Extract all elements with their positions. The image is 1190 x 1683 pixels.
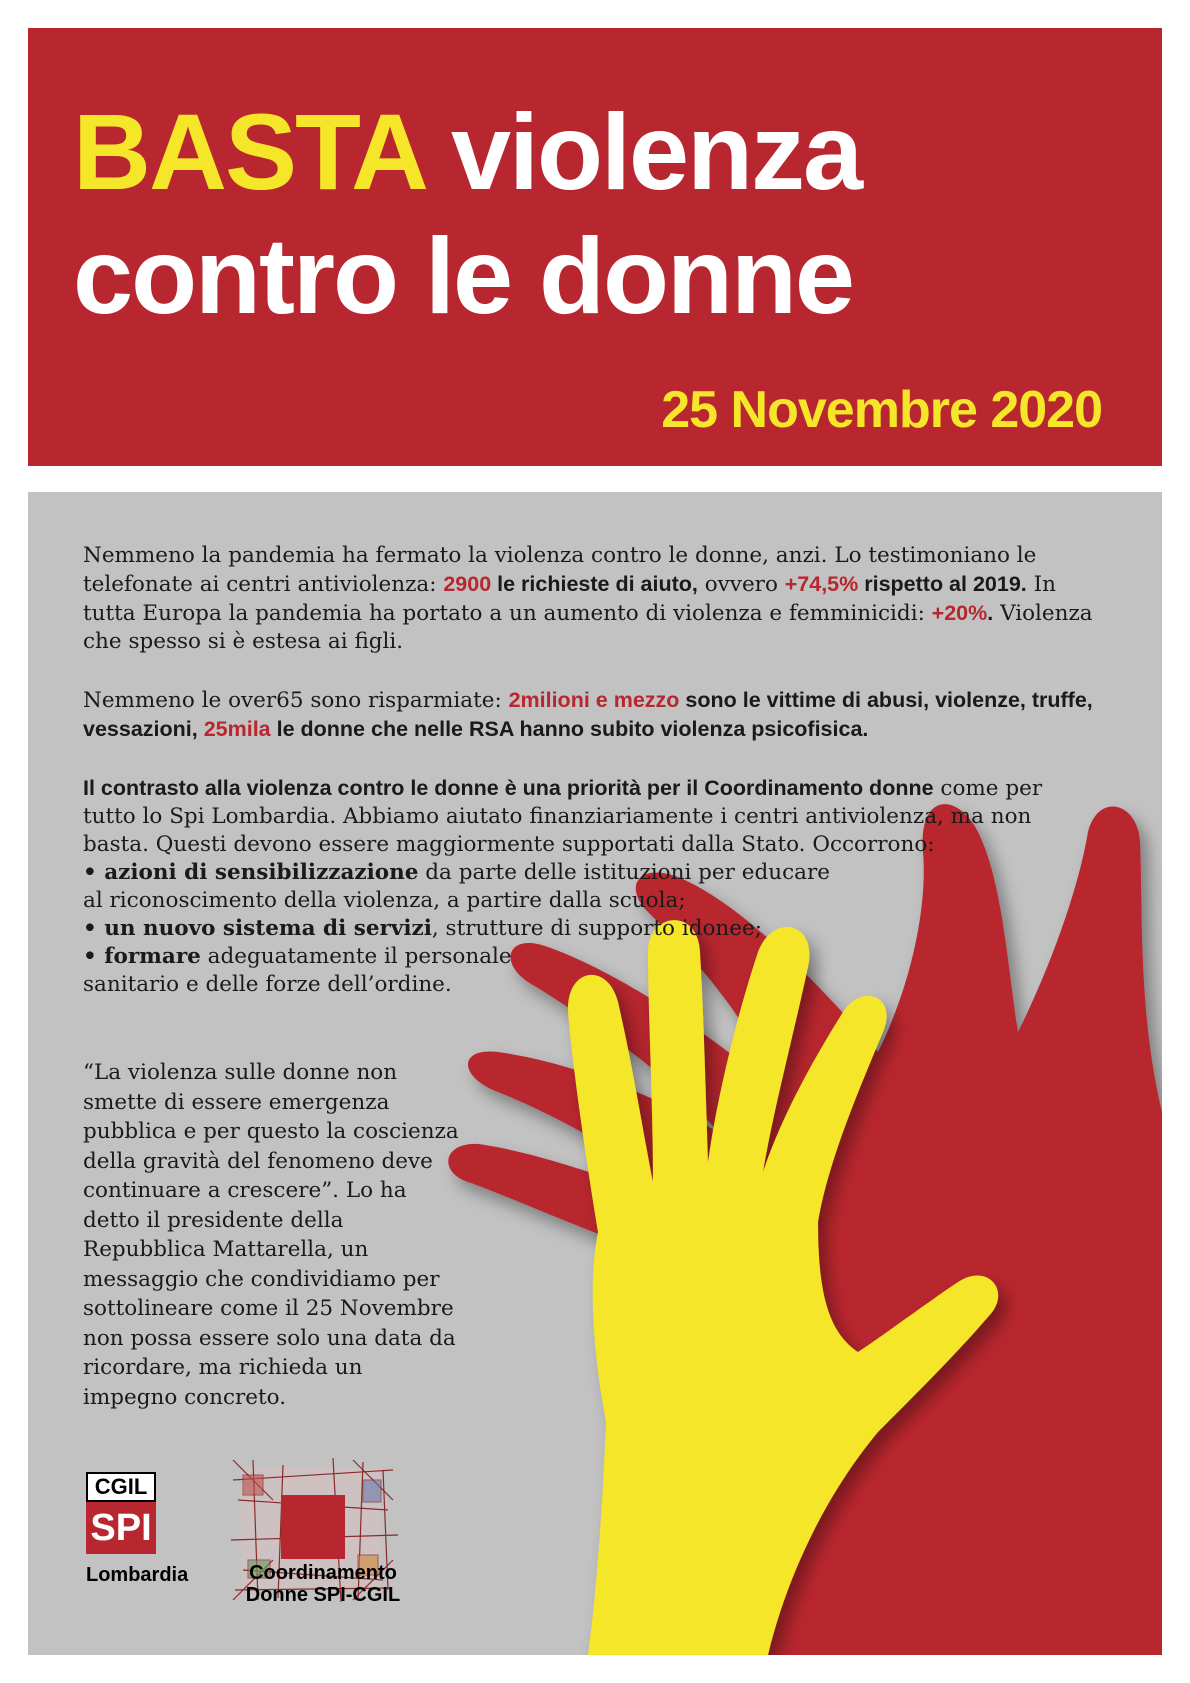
paragraph-pandemic (83, 542, 1113, 656)
list-item (83, 859, 1113, 887)
bullet-text: da parte delle istituzioni per educare (418, 860, 830, 885)
text-span: ovvero (697, 572, 785, 597)
content-panel (28, 492, 1162, 1655)
paragraph-priority (83, 774, 1093, 859)
bullet-text: , strutture di supporto idonee; (431, 916, 762, 941)
bullet-text: al riconoscimento della violenza, a partire dalla scuola; (83, 888, 686, 913)
title-highlight: BASTA (73, 91, 423, 212)
coord-line1: Coordinamento (249, 1562, 397, 1584)
list-item (83, 943, 1113, 971)
list-item (83, 887, 1113, 915)
text-span: . (987, 601, 994, 625)
text-span: Il contrasto alla violenza contro le donne è una priorità per il Coordinamento donne (83, 776, 934, 800)
cgil-logo-text: CGIL (86, 1472, 156, 1502)
mosaic-logo-icon (213, 1440, 413, 1640)
cgil-region: Lombardia (86, 1564, 189, 1586)
text-span: In tutta Europa la pandemia ha portato a un aumento di violenza e femminicidi: (83, 572, 1056, 626)
text-span: Nemmeno la pandemia ha fermato la violenza contro le donne, anzi. Lo testimoniano le telefonate ai centri antiviolenza: (83, 543, 1037, 597)
coordinamento-label (233, 1562, 413, 1606)
paragraph-over65 (83, 686, 1113, 744)
list-item (83, 915, 1113, 943)
coord-line2: Donne SPI-CGIL (245, 1584, 401, 1606)
quote-mattarella: “La violenza sulle donne non smette di essere emergenza pubblica e per questo la coscienza della gravità del fenomeno deve continuare a crescere”. Lo ha detto il presidente della Repubblica Mattarella, un messaggio che condividiamo per sottolineare come il 25 Novembre non possa essere solo una data da ricordare, ma richieda un impegno concreto. (83, 1060, 459, 1410)
bullet-list (83, 859, 1113, 999)
cgil-spi-logo (86, 1472, 196, 1586)
bullet-bold: • un nuovo sistema di servizi (83, 916, 432, 941)
bullet-bold: • azioni di sensibilizzazione (83, 860, 419, 885)
event-date: 25 Novembre 2020 (661, 381, 1102, 439)
text-span: come per tutto lo Spi Lombardia. Abbiamo aiutato finanziariamente i centri antiviolenza, ma non basta. Questi devono essere maggiormente supportati dalla Stato. Occorrono: (83, 776, 1043, 857)
stat-victims: 2milioni e mezzo (508, 688, 680, 712)
text-span: sono le vittime di abusi, violenze, truffe, vessazioni, (83, 688, 1093, 741)
list-item (83, 971, 1113, 999)
text-span: le donne che nelle RSA hanno subito violenza psicofisica. (270, 717, 869, 741)
page-title (73, 90, 861, 338)
bullet-text: sanitario e delle forze dell’ordine. (83, 972, 452, 997)
header-banner (28, 28, 1162, 466)
text-span: Violenza che spesso si è estesa ai figli. (83, 601, 1093, 654)
stat-requests: 2900 (443, 572, 492, 596)
text-span: rispetto al 2019. (858, 572, 1027, 596)
bullet-bold: • formare (83, 944, 201, 969)
title-line1-rest: violenza (422, 91, 862, 212)
text-span: le richieste di aiuto, (491, 572, 698, 596)
body-text (83, 542, 1113, 999)
stat-increase: +74,5% (784, 572, 859, 596)
spi-logo-text: SPI (86, 1502, 156, 1554)
stat-rsa: 25mila (203, 717, 271, 741)
bullet-text: adeguatamente il personale (200, 944, 512, 969)
text-span: Nemmeno le over65 sono risparmiate: (83, 688, 509, 713)
stat-europe: +20% (931, 601, 988, 625)
title-line2: contro le donne (73, 215, 853, 336)
